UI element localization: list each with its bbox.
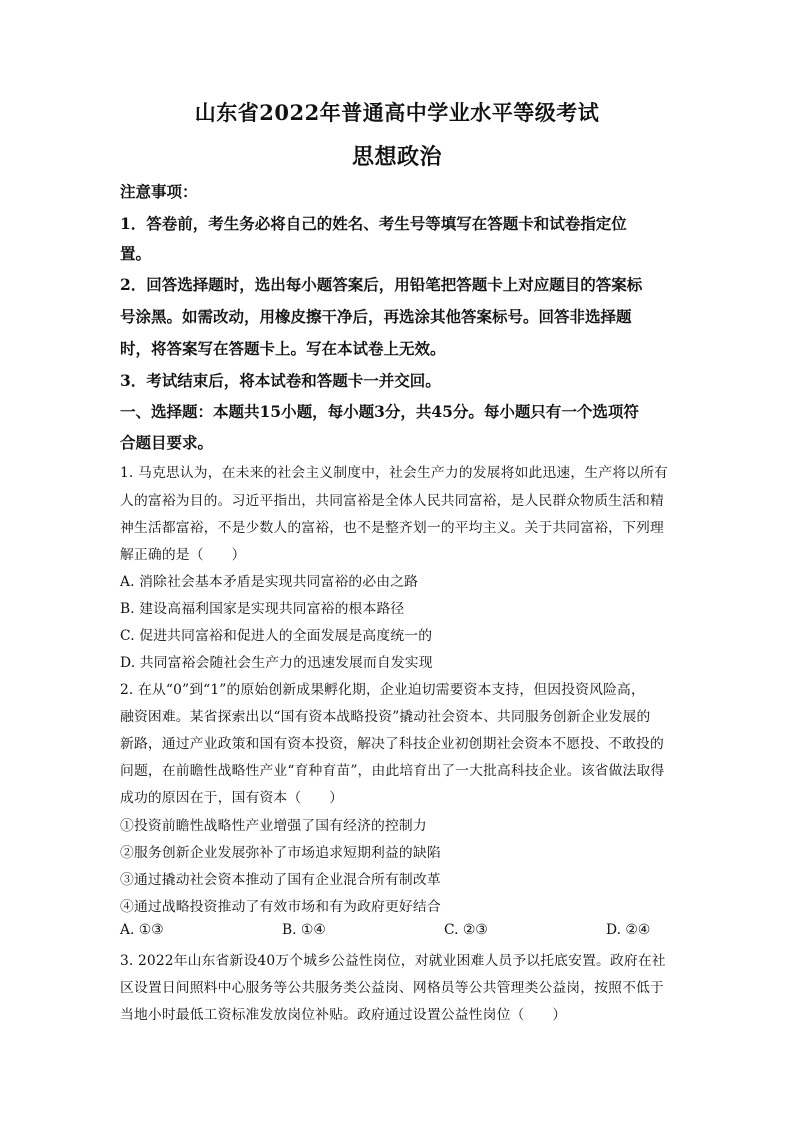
q1-option-c: C. 促进共同富裕和促进人的全面发展是高度统一的 <box>120 628 433 644</box>
q1-stem-line: 人的富裕为目的。习近平指出，共同富裕是全体人民共同富裕，是人民群众物质生活和精 <box>120 493 664 509</box>
q2-stem-line: 2. 在从“0”到“1”的原始创新成果孵化期，企业迫切需要资本支持，但因投资风险高， <box>120 682 645 698</box>
section-heading: 合题目要求。 <box>120 433 214 452</box>
notice-line: 时，将答案写在答题卡上。写在本试卷上无效。 <box>120 339 446 358</box>
notice-line: 号涂黑。如需改动，用橡皮擦干净后，再选涂其他答案标号。回答非选择题 <box>120 307 632 326</box>
subject-title: 思想政治 <box>351 144 442 170</box>
notice-line: 2．回答选择题时，选出每小题答案后，用铅笔把答题卡上对应题目的答案标 <box>120 275 643 294</box>
exam-title: 山东省2022年普通高中学业水平等级考试 <box>194 100 600 125</box>
q3-stem-line: 区设置日间照料中心服务等公共服务类公益岗、网格员等公共管理类公益岗，按照不低于 <box>120 980 664 996</box>
q2-item-3: ③通过撬动社会资本推动了国有企业混合所有制改革 <box>120 872 441 888</box>
q1-option-a: A. 消除社会基本矛盾是实现共同富裕的必由之路 <box>120 574 419 590</box>
q2-choice-a: A. ①③ <box>120 922 164 938</box>
q2-stem-line: 新路，通过产业政策和国有资本投资，解决了科技企业初创期社会资本不愿投、不敢投的 <box>120 736 664 752</box>
q1-stem-line: 神生活都富裕，不是少数人的富裕，也不是整齐划一的平均主义。关于共同富裕，下列理 <box>120 520 664 536</box>
q2-stem-line: 成功的原因在于，国有资本（ ） <box>120 790 344 806</box>
q1-option-d: D. 共同富裕会随社会生产力的迅速发展而自发实现 <box>120 655 433 671</box>
q1-stem-line: 1. 马克思认为，在未来的社会主义制度中，社会生产力的发展将如此迅速，生产将以所有 <box>120 465 668 481</box>
q2-choice-d: D. ②④ <box>606 922 651 938</box>
q2-stem-line: 融资困难。某省探索出以“国有资本战略投资”撬动社会资本、共同服务创新企业发展的 <box>120 709 651 725</box>
q2-item-4: ④通过战略投资推动了有效市场和有为政府更好结合 <box>120 899 441 915</box>
section-heading: 一、选择题：本题共15小题，每小题3分，共45分。每小题只有一个选项符 <box>120 402 639 421</box>
q3-stem-line: 3. 2022年山东省新设40万个城乡公益性岗位，对就业困难人员予以托底安置。政府在社 <box>120 953 666 969</box>
q2-choice-c: C. ②③ <box>444 922 488 938</box>
q2-choice-b: B. ①④ <box>282 922 326 938</box>
q1-option-b: B. 建设高福利国家是实现共同富裕的根本路径 <box>120 601 405 617</box>
q1-stem-line: 解正确的是（ ） <box>120 547 246 563</box>
notice-heading: 注意事项： <box>120 182 198 201</box>
q2-item-1: ①投资前瞻性战略性产业增强了国有经济的控制力 <box>120 818 427 834</box>
notice-line: 置。 <box>120 244 152 263</box>
q2-stem-line: 问题，在前瞻性战略性产业“育种育苗”，由此培育出了一大批高科技企业。该省做法取得 <box>120 763 665 779</box>
q2-item-2: ②服务创新企业发展弥补了市场追求短期利益的缺陷 <box>120 845 441 861</box>
notice-line: 1．答卷前，考生务必将自己的姓名、考生号等填写在答题卡和试卷指定位 <box>120 214 627 233</box>
q3-stem-line: 当地小时最低工资标准发放岗位补贴。政府通过设置公益性岗位（ ） <box>120 1007 567 1023</box>
notice-line: 3．考试结束后，将本试卷和答题卡一并交回。 <box>120 371 441 390</box>
